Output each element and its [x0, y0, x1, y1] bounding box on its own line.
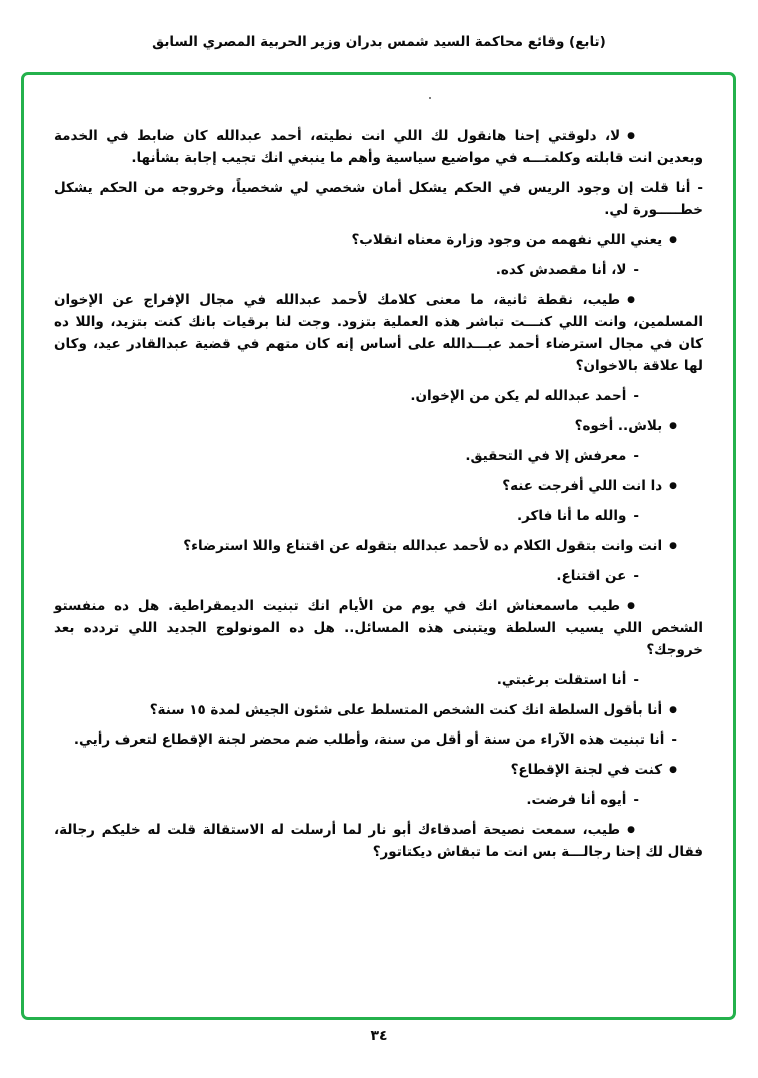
dash-marker: - [633, 388, 639, 404]
dialogue-text: انت وانت بتقول الكلام ده لأحمد عبدالله بتقوله عن اقتناع واللا استرضاء؟ [183, 538, 663, 554]
dialogue-text: والله ما أنا فاكر. [517, 508, 627, 524]
bullet-icon: ● [627, 131, 635, 141]
print-artifact-dot [429, 97, 431, 99]
dialogue-text: كنت في لجنة الإقطاع؟ [510, 762, 663, 778]
dialogue-text: يعني اللي نفهمه من وجود وزارة معناه انقلاب؟ [351, 232, 663, 248]
dialogue-question [54, 759, 703, 781]
dash-marker: - [697, 180, 703, 196]
bullet-icon: ● [669, 481, 677, 491]
dash-marker: - [633, 672, 639, 688]
bullet-icon: ● [669, 765, 677, 775]
dash-marker: - [633, 448, 639, 464]
dash-marker: - [633, 262, 639, 278]
dialogue-question [54, 125, 703, 169]
dialogue-answer [54, 669, 703, 691]
dash-marker: - [633, 568, 639, 584]
dialogue-question [54, 229, 703, 251]
dialogue-answer [54, 729, 703, 751]
dialogue-text: طيب ماسمعناش انك في يوم من الأيام انك تبنيت الديمقراطية. هل ده منفستو الشخص اللي يسيب السلطة ويتبنى هذه المسائل.. هل ده المونولوج الجديد اللي تردده بعد خروجك؟ [54, 598, 703, 658]
dash-marker: - [633, 508, 639, 524]
dialogue-question [54, 475, 703, 497]
bullet-icon: ● [627, 601, 635, 611]
dialogue-text: أنا بأقول السلطة انك كنت الشخص المتسلط على شئون الجيش لمدة ١٥ سنة؟ [149, 702, 663, 718]
dialogue-text: أنا قلت إن وجود الريس في الحكم يشكل أمان شخصي لي شخصياً، وخروجه من الحكم يشكل خطـــــورة لي. [54, 180, 703, 218]
bullet-icon: ● [627, 825, 635, 835]
bullet-icon: ● [669, 235, 677, 245]
dialogue-text: طيب، نقطة ثانية، ما معنى كلامك لأحمد عبدالله في مجال الإفراج عن الإخوان المسلمين، وانت اللي كنـــت تباشر هذه العملية بتزود. وجت لنا برقيات بانك كنت بتزيد، واللا ده كان في مجال استرضاء أحمد عبـــدالله على أساس إنه كان متهم في قضية عبدالقادر عيد، وكان لها علاقة بالاخوان؟ [54, 292, 703, 374]
dialogue-text: معرفش إلا في التحقيق. [465, 448, 627, 464]
dialogue-text: دا انت اللي أفرجت عنه؟ [502, 478, 663, 494]
dialogue-text: طيب، سمعت نصيحة أصدقاءك أبو نار لما أرسلت له الاستقالة قلت له خليكم رجالة، فقال لك إحنا رجالـــة بس انت ما تبقاش ديكتاتور؟ [54, 822, 703, 860]
dialogue-answer [54, 789, 703, 811]
green-border-frame [21, 72, 736, 1020]
dialogue-question [54, 595, 703, 661]
dash-marker: - [671, 732, 677, 748]
dialogue-answer [54, 177, 703, 221]
dialogue-text: أحمد عبدالله لم يكن من الإخوان. [410, 388, 627, 404]
dialogue-text: بلاش.. أخوه؟ [574, 418, 663, 434]
dialogue-text: لا، أنا مقصدش كده. [495, 262, 627, 278]
dialogue-question [54, 699, 703, 721]
dialogue-question [54, 415, 703, 437]
dialogue-answer [54, 565, 703, 587]
bullet-icon: ● [669, 541, 677, 551]
bullet-icon: ● [627, 295, 635, 305]
dialogue-text: أنا تبنيت هذه الآراء من سنة أو أقل من سنة، وأطلب ضم محضر لجنة الإقطاع لتعرف رأيي. [73, 732, 665, 748]
dialogue-text: أيوه أنا فرضت. [526, 792, 627, 808]
dialogue-question [54, 289, 703, 377]
dialogue-answer [54, 505, 703, 527]
dash-marker: - [633, 792, 639, 808]
page-title: (تابع) وقائع محاكمة السيد شمس بدران وزير الحربية المصري السابق [152, 34, 606, 50]
page-number: ٣٤ [370, 1028, 388, 1044]
bullet-icon: ● [669, 421, 677, 431]
dialogue-question [54, 819, 703, 863]
dialogue-answer [54, 445, 703, 467]
dialogue-question [54, 535, 703, 557]
dialogue-answer [54, 385, 703, 407]
dialogue-text: عن اقتناع. [556, 568, 627, 584]
bullet-icon: ● [669, 705, 677, 715]
dialogue-text: أنا استقلت برغبتي. [496, 672, 627, 688]
dialogue-answer [54, 259, 703, 281]
dialogue-text: لا، دلوقتي إحنا هانقول لك اللي انت نطيته، أحمد عبدالله كان ضابط في الخدمة وبعدين انت قابلته وكلمتـــه في مواضيع سياسية وأهم ما ينبغي انك تجيب إجابة بشأنها. [54, 128, 703, 166]
